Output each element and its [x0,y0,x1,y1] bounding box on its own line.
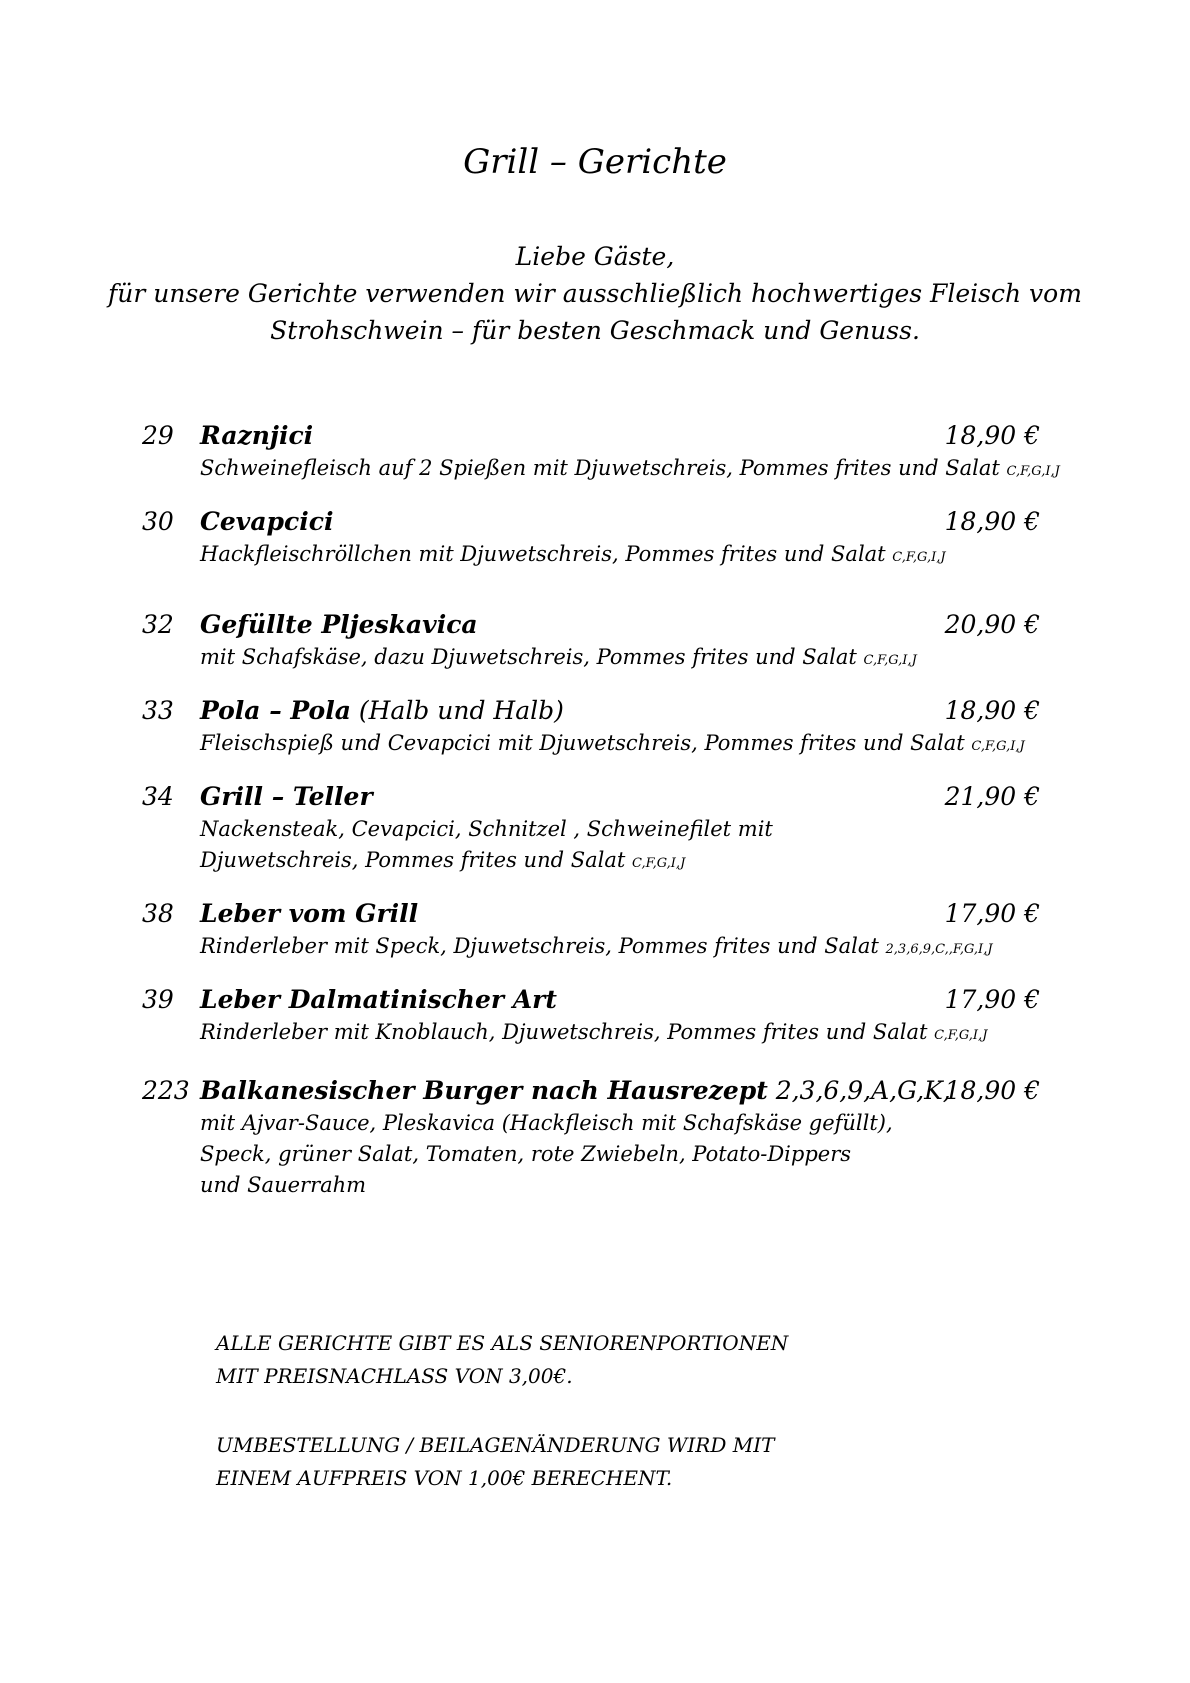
item-price: 18,90 € [944,421,1040,450]
description-text: Schweinefleisch auf 2 Spießen mit Djuwetschreis, Pommes frites und Salat [200,456,1007,480]
item-number: 39 [142,985,174,1014]
item-description [200,931,993,965]
allergen-codes: C,F,G,I,J [934,1028,988,1043]
item-description [200,453,1060,487]
item-price: 18,90 € [944,1076,1040,1105]
item-number: 29 [142,421,174,450]
note-line: UMBESTELLUNG / BEILAGENÄNDERUNG WIRD MIT [216,1433,775,1457]
description-text: Fleischspieß und Cevapcici mit Djuwetschreis, Pommes frites und Salat [200,731,972,755]
allergen-codes: C,F,G,I,J [892,550,946,565]
notes [216,1327,788,1531]
allergen-codes: C,F,G,I,J [971,739,1025,754]
item-price: 18,90 € [944,507,1040,536]
side-change-note [216,1429,788,1495]
description-text: mit Schafskäse, dazu Djuwetschreis, Pommes frites und Salat [200,645,864,669]
allergen-codes: 2,3,6,9,A,G,K, [767,1076,951,1105]
allergen-codes: C,F,G,I,J [1006,464,1060,479]
intro-text [0,238,1190,349]
allergen-codes: C,F,G,I,J [632,856,686,871]
item-description [200,728,1025,762]
item-number: 32 [142,610,174,639]
note-line: ALLE GERICHTE GIBT ES ALS SENIORENPORTIONEN [216,1331,789,1355]
item-number: 34 [142,782,174,811]
item-number: 38 [142,899,174,928]
intro-line: Strohschwein – für besten Geschmack und Genuss. [270,316,920,345]
item-price: 17,90 € [944,899,1040,928]
description-text: Rinderleber mit Speck, Djuwetschreis, Pommes frites und Salat [200,934,886,958]
item-description [200,814,773,879]
item-price: 20,90 € [944,610,1040,639]
allergen-codes: C,F,G,I,J [863,653,917,668]
item-name-text: Balkanesischer Burger nach Hausrezept [200,1076,768,1105]
item-name: Raznjici [200,421,314,450]
item-name [200,695,564,727]
description-text: Speck, grüner Salat, Tomaten, rote Zwiebeln, Potato-Dippers [200,1142,852,1166]
intro-greeting: Liebe Gäste, [515,242,675,271]
item-name [200,1075,951,1107]
item-number: 30 [142,507,174,536]
description-text: Hackfleischröllchen mit Djuwetschreis, Pommes frites und Salat [200,542,893,566]
page-title: Grill – Gerichte [463,142,727,182]
description-text: mit Ajvar-Sauce, Pleskavica (Hackfleisch mit Schafskäse gefüllt), [200,1111,893,1135]
item-name: Leber Dalmatinischer Art [200,985,557,1014]
item-description [200,1017,987,1051]
item-name: Leber vom Grill [200,899,419,928]
description-text: und Sauerrahm [200,1173,367,1197]
item-name: Grill – Teller [200,782,373,811]
description-text: Rinderleber mit Knoblauch, Djuwetschreis, Pommes frites und Salat [200,1020,935,1044]
item-price: 18,90 € [944,696,1040,725]
item-price: 21,90 € [944,782,1040,811]
item-description [200,539,946,573]
item-price: 17,90 € [944,985,1040,1014]
intro-line: für unsere Gerichte verwenden wir ausschließlich hochwertiges Fleisch vom [108,279,1082,308]
description-text: Nackensteak, Cevapcici, Schnitzel , Schweinefilet mit [200,817,773,841]
item-description [200,1108,893,1201]
item-name: Gefüllte Pljeskavica [200,610,478,639]
note-line: MIT PREISNACHLASS VON 3,00€. [216,1364,573,1388]
item-number: 33 [142,696,174,725]
description-text: Djuwetschreis, Pommes frites und Salat [200,848,632,872]
senior-portion-note [216,1327,788,1393]
item-name: Cevapcici [200,507,334,536]
item-number: 223 [142,1076,190,1105]
note-line: EINEM AUFPREIS VON 1,00€ BERECHENT. [216,1466,673,1490]
item-description [200,642,917,676]
item-name-suffix: (Halb und Halb) [350,696,564,725]
item-name-text: Pola – Pola [200,696,351,725]
allergen-codes: 2,3,6,9,C,,F,G,I,J [885,942,993,957]
